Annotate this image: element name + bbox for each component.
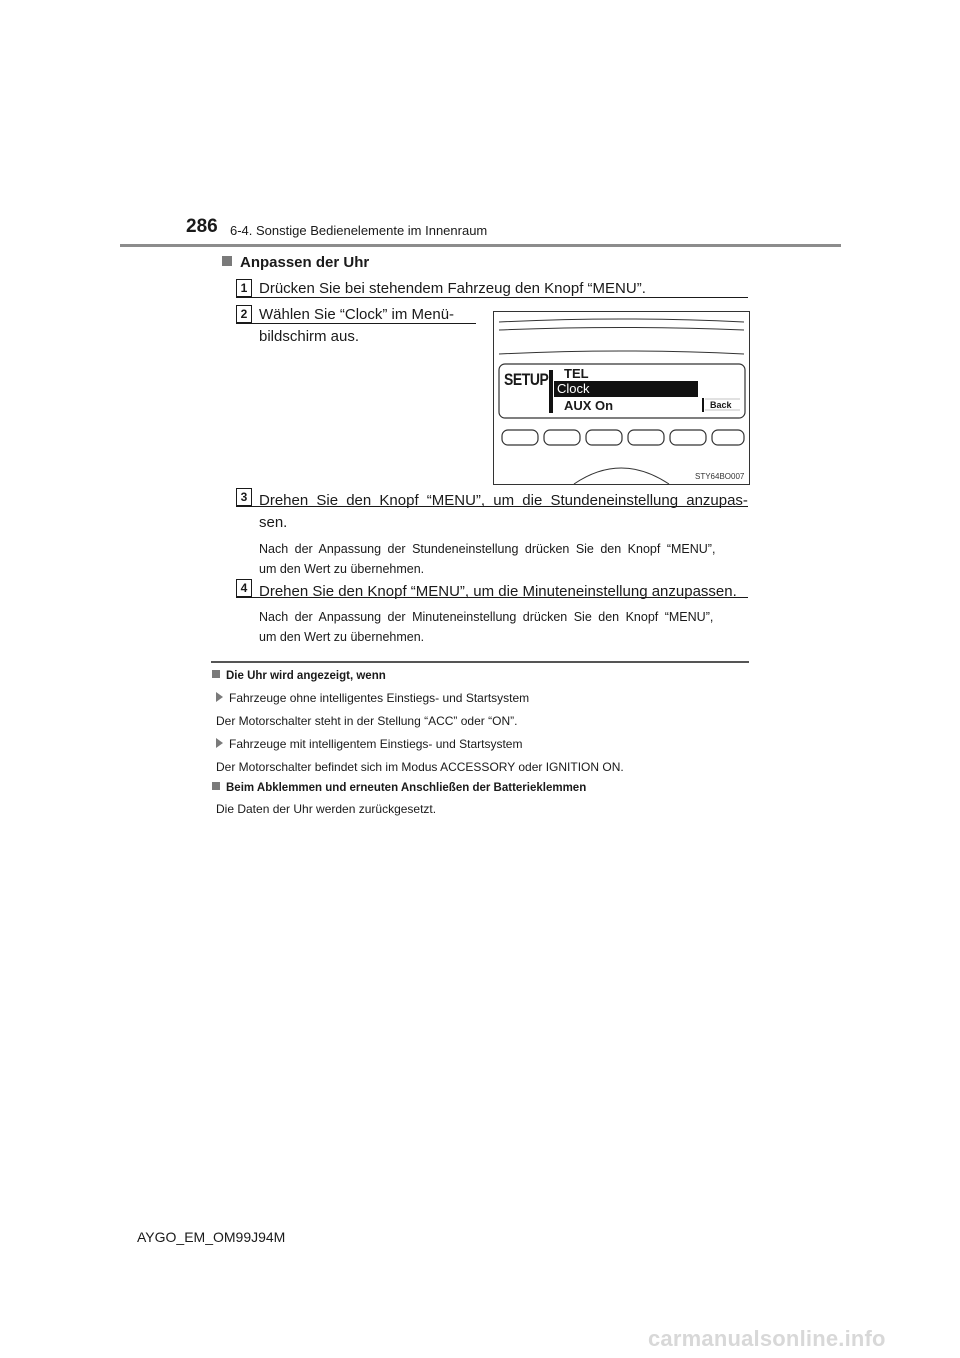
arrow-right-icon: [216, 692, 223, 702]
info-2-text: Die Daten der Uhr werden zurückgesetzt.: [216, 802, 437, 816]
watermark: carmanualsonline.info: [648, 1326, 886, 1351]
section-title: 6-4. Sonstige Bedienelemente im Innenraum: [230, 223, 488, 238]
step-3-note-line-1: Nach der Anpassung der Stundeneinstellung drücken Sie den Knopf “MENU”,: [259, 542, 716, 556]
step-number-2: 2: [236, 305, 252, 323]
step-4-note-line-2: um den Wert zu übernehmen.: [259, 630, 425, 644]
menu-item-aux: AUX On: [564, 398, 614, 413]
step-3-text: [259, 490, 749, 534]
step-4-note-line-1: Nach der Anpassung der Minuteneinstellung drücken Sie den Knopf “MENU”,: [259, 610, 714, 624]
info-item-1-label: [216, 689, 529, 707]
info-item-1-text: Der Motorschalter steht in der Stellung “ACC” oder “ON”.: [216, 714, 518, 728]
page-number: 286: [186, 216, 218, 237]
step-2-text: [259, 304, 475, 348]
info-heading-1: [212, 670, 386, 682]
setup-label: SETUP: [504, 370, 549, 389]
step-4-note: [259, 607, 749, 647]
radio-display-illustration: [494, 312, 749, 484]
square-bullet-icon: [212, 782, 220, 790]
document-code: AYGO_EM_OM99J94M: [137, 1229, 286, 1245]
step-3-note: [259, 539, 749, 579]
menu-item-tel: TEL: [564, 366, 589, 381]
arrow-right-icon: [216, 738, 223, 748]
info-item-1-label-text: Fahrzeuge ohne intelligentes Einstiegs- und Startsystem: [229, 691, 530, 705]
step-2-line-1: Wählen Sie “Clock” im Menü-: [259, 306, 455, 323]
info-heading-2-text: Beim Abklemmen und erneuten Anschließen der Batterieklemmen: [226, 782, 587, 794]
step-3-line-1: Drehen Sie den Knopf “MENU”, um die Stundeneinstellung anzupas-: [259, 492, 748, 509]
step-2-line-2: bildschirm aus.: [259, 328, 360, 345]
square-bullet-icon: [222, 256, 232, 266]
step-1-text: Drücken Sie bei stehendem Fahrzeug den Knopf “MENU”.: [259, 280, 646, 297]
info-item-2-label-text: Fahrzeuge mit intelligentem Einstiegs- und Startsystem: [229, 737, 523, 751]
menu-item-clock: Clock: [557, 381, 590, 396]
step-number-3: 3: [236, 488, 252, 506]
main-heading: [222, 254, 369, 271]
info-heading-1-text: Die Uhr wird angezeigt, wenn: [226, 670, 386, 682]
info-item-2-text: Der Motorschalter befindet sich im Modus ACCESSORY oder IGNITION ON.: [216, 760, 624, 774]
section-divider: [211, 661, 749, 663]
step-number-1: 1: [236, 279, 252, 297]
step-4-text: Drehen Sie den Knopf “MENU”, um die Minuteneinstellung anzupassen.: [259, 583, 737, 600]
figure-code: STY64BO007: [695, 472, 745, 481]
info-item-2-label: [216, 735, 522, 753]
square-bullet-icon: [212, 670, 220, 678]
step-number-4: 4: [236, 579, 252, 597]
radio-display-figure: [493, 311, 750, 485]
step-3-note-line-2: um den Wert zu übernehmen.: [259, 562, 425, 576]
header-divider: [120, 244, 841, 247]
back-label: Back: [710, 400, 732, 410]
main-heading-text: Anpassen der Uhr: [240, 254, 370, 271]
info-heading-2: [212, 782, 586, 794]
step-3-line-2: sen.: [259, 514, 288, 531]
